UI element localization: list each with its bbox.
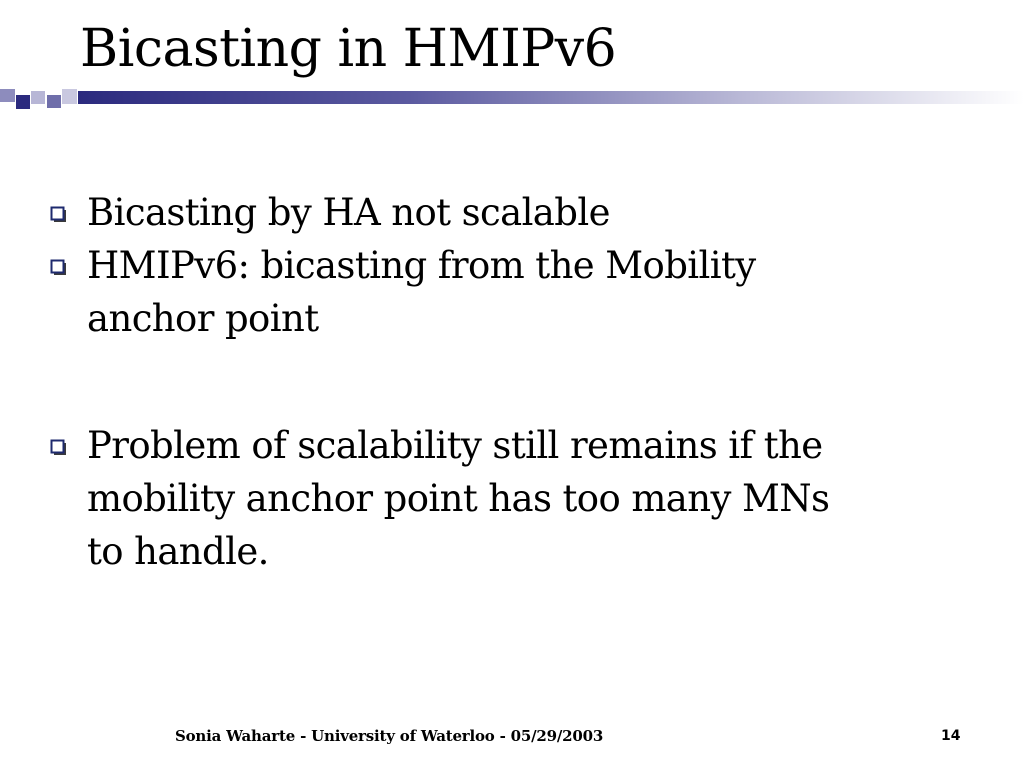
checkbox-bullet-icon <box>50 439 68 457</box>
bullet-list <box>50 186 950 578</box>
title-rule-bar <box>78 91 1024 104</box>
title-rule-square <box>16 95 30 109</box>
bullet-text <box>87 239 950 345</box>
title-rule-square <box>31 91 45 104</box>
bullet-text <box>87 419 950 578</box>
bullet-item <box>50 419 950 578</box>
bullet-line: HMIPv6: bicasting from the Mobility <box>87 244 756 287</box>
bullet-item <box>50 186 950 239</box>
title-rule-square <box>47 95 61 108</box>
footer-text: Sonia Waharte - University of Waterloo - 05/29/2003 <box>175 727 604 745</box>
bullet-text <box>87 186 950 239</box>
bullet-line: mobility anchor point has too many MNs <box>87 477 830 520</box>
bullet-line: anchor point <box>87 297 319 340</box>
title-rule-square <box>62 89 77 104</box>
bullet-item <box>50 239 950 345</box>
bullet-line: to handle. <box>87 530 269 573</box>
bullet-line: Bicasting by HA not scalable <box>87 191 610 234</box>
title-rule-square <box>0 89 15 102</box>
page-number: 14 <box>941 728 961 744</box>
slide-title: Bicasting in HMIPv6 <box>80 19 617 79</box>
title-rule-decoration <box>0 89 1024 111</box>
checkbox-bullet-icon <box>50 259 68 277</box>
checkbox-bullet-icon <box>50 206 68 224</box>
bullet-line: Problem of scalability still remains if the <box>87 424 823 467</box>
